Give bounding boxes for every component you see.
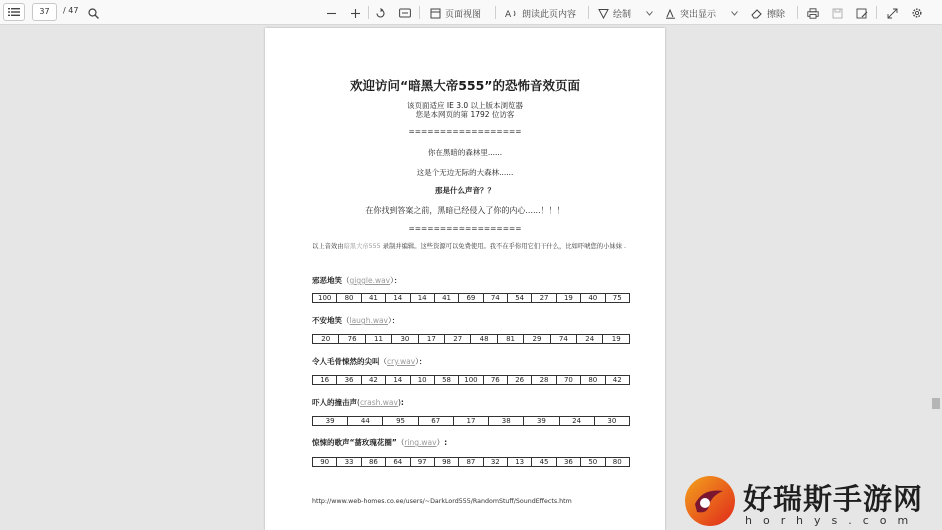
browser-note: 该页面适应 IE 3.0 以上版本浏览器 — [406, 101, 524, 110]
waveform-value-cell: 10 — [410, 376, 434, 385]
zoom-in-icon — [350, 8, 361, 19]
waveform-value-cell: 97 — [410, 458, 434, 467]
draw-label: 绘制 — [613, 9, 632, 20]
waveform-values-table — [312, 334, 630, 344]
waveform-value-cell: 86 — [361, 458, 385, 467]
waveform-value-cell: 24 — [577, 335, 603, 344]
waveform-value-cell: 11 — [365, 335, 391, 344]
waveform-value-cell: 67 — [418, 417, 453, 426]
waveform-values-row — [313, 294, 630, 303]
watermark-url: horhys.com — [745, 514, 920, 527]
search-icon — [88, 8, 99, 19]
waveform-value-cell: 36 — [337, 376, 361, 385]
sound-label-colon: ： — [391, 316, 400, 325]
sound-file-link[interactable]: ring.wav — [404, 438, 437, 447]
toolbar-divider — [588, 6, 589, 19]
toolbar-divider — [368, 6, 369, 19]
visitor-counter: 您是本网页的第 1792 位访客 — [415, 110, 515, 119]
credit-suffix: 录制并编辑。这些资源可以免费使用。我不在乎你用它们干什么，比如吓唬您的小妹妹 . — [380, 243, 626, 250]
waveform-value-cell: 30 — [594, 417, 629, 426]
print-button[interactable] — [805, 3, 821, 23]
sound-name: 惊悚的歌声“蔷玫瑰花圈” — [312, 438, 397, 447]
settings-icon — [911, 7, 923, 19]
waveform-value-cell: 80 — [581, 376, 605, 385]
eraser-icon — [751, 8, 763, 19]
waveform-value-cell: 13 — [508, 458, 532, 467]
waveform-values-row — [313, 458, 630, 467]
save-icon — [832, 8, 843, 19]
chevron-down-icon — [731, 11, 738, 16]
waveform-value-cell: 98 — [434, 458, 458, 467]
toolbar-divider — [419, 6, 420, 19]
sound-label: 不安地笑（laugh.wav）： — [312, 316, 400, 325]
read-aloud-button[interactable] — [505, 3, 576, 23]
sound-label: 邪恶地笑（giggle.wav）： — [312, 276, 402, 285]
waveform-value-cell: 42 — [361, 376, 385, 385]
waveform-values-table — [312, 375, 630, 385]
watermark-logo-icon — [683, 474, 737, 528]
toolbar-divider — [495, 6, 496, 19]
story-line: 在你找到答案之前，黑暗已经侵入了你的内心......！！！ — [365, 206, 565, 215]
waveform-value-cell: 87 — [459, 458, 483, 467]
sound-file-link[interactable]: cry.wav — [387, 357, 416, 366]
pdf-toolbar — [0, 0, 942, 25]
sound-file-link[interactable]: giggle.wav — [349, 276, 391, 285]
page-view-icon — [430, 8, 441, 19]
draw-options-dropdown[interactable] — [643, 3, 655, 23]
waveform-value-cell: 70 — [556, 376, 580, 385]
waveform-value-cell: 80 — [337, 294, 361, 303]
sound-label-colon: ： — [418, 357, 427, 366]
waveform-value-cell: 45 — [532, 458, 556, 467]
author-link[interactable]: 暗黑大帝555 — [343, 243, 381, 250]
waveform-value-cell: 74 — [483, 294, 507, 303]
story-line: 这是个无边无际的大森林...... — [416, 168, 514, 177]
waveform-values-row — [313, 335, 630, 344]
waveform-value-cell: 54 — [508, 294, 532, 303]
waveform-value-cell: 38 — [489, 417, 524, 426]
waveform-value-cell: 100 — [459, 376, 483, 385]
waveform-value-cell: 100 — [313, 294, 337, 303]
sound-label: 令人毛骨悚然的尖叫（cry.wav）： — [312, 357, 427, 366]
story-line: 那是什么声音？？ — [435, 186, 495, 195]
sound-label: 吓人的撞击声(crash.wav): — [312, 398, 404, 407]
read-aloud-icon — [505, 8, 518, 19]
sound-label-colon: ： — [393, 276, 402, 285]
sound-label-colon: : — [400, 398, 404, 407]
save-button[interactable] — [829, 3, 845, 23]
highlight-icon — [665, 8, 676, 19]
zoom-in-button[interactable] — [347, 3, 363, 23]
waveform-value-cell: 64 — [386, 458, 410, 467]
save-as-button[interactable] — [854, 3, 870, 23]
rotate-button[interactable] — [372, 3, 388, 23]
fullscreen-button[interactable] — [884, 3, 900, 23]
read-aloud-label: 朗读此页内容 — [522, 9, 577, 20]
waveform-value-cell: 17 — [453, 417, 488, 426]
fit-page-button[interactable] — [397, 3, 413, 23]
highlight-button[interactable] — [665, 3, 716, 23]
rotate-icon — [375, 8, 386, 19]
story-line: 你在黑暗的森林里...... — [427, 148, 503, 157]
waveform-value-cell: 50 — [581, 458, 605, 467]
waveform-value-cell: 58 — [434, 376, 458, 385]
waveform-value-cell: 14 — [410, 294, 434, 303]
erase-button[interactable] — [751, 3, 785, 23]
waveform-value-cell: 16 — [313, 376, 337, 385]
sound-label: 惊悚的歌声“蔷玫瑰花圈”（ring.wav）: — [312, 438, 448, 447]
svg-text:A: A — [505, 9, 512, 19]
waveform-value-cell: 41 — [361, 294, 385, 303]
waveform-value-cell: 39 — [524, 417, 559, 426]
toolbar-divider — [876, 6, 877, 19]
waveform-value-cell: 95 — [383, 417, 418, 426]
watermark-title: 好瑞斯手游网 — [743, 482, 924, 516]
sound-file-link[interactable]: crash.wav — [359, 398, 398, 407]
sidebar-icon — [8, 7, 20, 17]
waveform-value-cell: 41 — [434, 294, 458, 303]
waveform-value-cell: 75 — [605, 294, 630, 303]
sound-name: 令人毛骨悚然的尖叫 — [312, 357, 380, 366]
page-number-input[interactable]: 37 — [32, 3, 57, 21]
waveform-value-cell: 48 — [471, 335, 497, 344]
waveform-value-cell: 33 — [337, 458, 361, 467]
source-url: http://www.web-homes.co.ee/users/~DarkLord555/RandomStuff/SoundEffects.htm — [312, 498, 572, 505]
waveform-value-cell: 69 — [459, 294, 483, 303]
waveform-value-cell: 76 — [483, 376, 507, 385]
sound-name: 邪恶地笑 — [312, 276, 342, 285]
sidebar-toggle-button[interactable] — [3, 3, 25, 21]
settings-button[interactable] — [909, 3, 925, 23]
waveform-values-row — [313, 376, 630, 385]
toolbar-divider — [797, 6, 798, 19]
waveform-value-cell: 19 — [556, 294, 580, 303]
waveform-value-cell: 44 — [348, 417, 383, 426]
zoom-out-icon — [326, 8, 337, 19]
waveform-values-table — [312, 457, 630, 467]
sound-name: 吓人的撞击声 — [312, 398, 357, 407]
erase-label: 擦除 — [767, 9, 786, 20]
waveform-value-cell: 14 — [386, 294, 410, 303]
waveform-value-cell: 26 — [508, 376, 532, 385]
waveform-value-cell: 28 — [532, 376, 556, 385]
waveform-value-cell: 42 — [605, 376, 630, 385]
page-total: / 47 — [63, 6, 79, 15]
print-icon — [807, 8, 819, 19]
waveform-value-cell: 30 — [392, 335, 418, 344]
waveform-value-cell: 90 — [313, 458, 337, 467]
waveform-value-cell: 76 — [339, 335, 365, 344]
search-button[interactable] — [86, 3, 100, 23]
draw-icon — [598, 8, 609, 19]
waveform-value-cell: 81 — [497, 335, 523, 344]
waveform-value-cell: 17 — [418, 335, 444, 344]
sound-name: 不安地笑 — [312, 316, 342, 325]
waveform-value-cell: 32 — [483, 458, 507, 467]
divider-text: ================== — [408, 127, 522, 136]
waveform-value-cell: 20 — [313, 335, 339, 344]
highlight-options-dropdown[interactable] — [728, 3, 740, 23]
waveform-value-cell: 24 — [559, 417, 594, 426]
waveform-value-cell: 74 — [550, 335, 576, 344]
waveform-values-table — [312, 293, 630, 303]
sound-label-colon: : — [444, 438, 448, 447]
waveform-value-cell: 80 — [605, 458, 630, 467]
save-as-icon — [856, 8, 868, 19]
site-watermark — [683, 474, 941, 530]
waveform-value-cell: 27 — [445, 335, 471, 344]
scrollbar-thumb[interactable] — [932, 398, 940, 409]
draw-button[interactable] — [598, 3, 631, 23]
pdf-page — [265, 28, 665, 530]
waveform-value-cell: 27 — [532, 294, 556, 303]
waveform-value-cell: 14 — [386, 376, 410, 385]
divider-text: ================== — [408, 224, 522, 233]
waveform-value-cell: 29 — [524, 335, 550, 344]
page-view-button[interactable] — [430, 3, 481, 23]
zoom-out-button[interactable] — [323, 3, 339, 23]
waveform-value-cell: 39 — [313, 417, 348, 426]
waveform-value-cell: 36 — [556, 458, 580, 467]
highlight-label: 突出显示 — [680, 9, 717, 20]
credit-paragraph — [312, 243, 632, 251]
page-title: 欢迎访问“暗黑大帝555”的恐怖音效页面 — [349, 78, 581, 93]
fit-page-icon — [399, 8, 411, 18]
credit-prefix: 以上音效由 — [312, 243, 344, 250]
chevron-down-icon — [646, 11, 653, 16]
page-view-label: 页面视图 — [445, 9, 482, 20]
waveform-value-cell: 19 — [603, 335, 630, 344]
waveform-values-table — [312, 416, 630, 426]
fullscreen-icon — [887, 8, 898, 19]
sound-file-link[interactable]: laugh.wav — [349, 316, 388, 325]
waveform-value-cell: 40 — [581, 294, 605, 303]
waveform-values-row — [313, 417, 630, 426]
